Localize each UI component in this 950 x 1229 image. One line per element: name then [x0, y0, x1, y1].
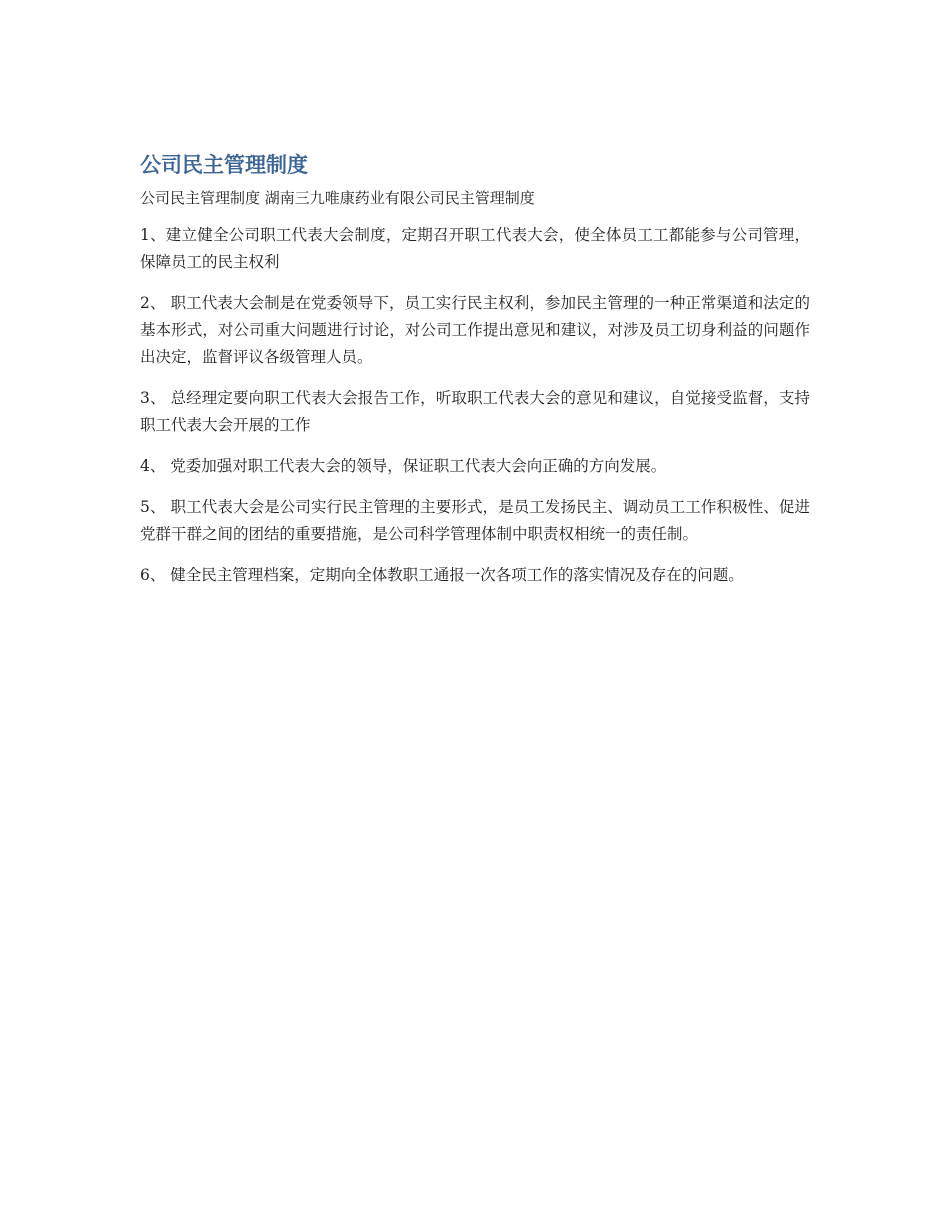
paragraph-3: 3、 总经理定要向职工代表大会报告工作，听取职工代表大会的意见和建议，自觉接受监督，支持职工代表大会开展的工作 — [140, 389, 810, 434]
paragraph-1: 1、建立健全公司职工代表大会制度，定期召开职工代表大会，使全体员工工都能参与公司管理，保障员工的民主权利 — [140, 226, 810, 271]
document-page — [140, 150, 810, 603]
document-subtitle: 公司民主管理制度 湖南三九唯康药业有限公司民主管理制度 — [140, 189, 535, 207]
document-title: 公司民主管理制度 — [140, 153, 308, 177]
paragraph-5: 5、 职工代表大会是公司实行民主管理的主要形式，是员工发扬民主、调动员工工作积极性、促进党群干群之间的团结的重要措施，是公司科学管理体制中职责权相统一的责任制。 — [140, 498, 810, 543]
paragraph-2: 2、 职工代表大会制是在党委领导下，员工实行民主权利，参加民主管理的一种正常渠道和法定的基本形式，对公司重大问题进行讨论，对公司工作提出意见和建议，对涉及员工切身利益的问题作出决定，监督评议各级管理人员。 — [140, 294, 810, 366]
paragraph-4: 4、 党委加强对职工代表大会的领导，保证职工代表大会向正确的方向发展。 — [140, 457, 667, 475]
paragraph-6: 6、 健全民主管理档案，定期向全体教职工通报一次各项工作的落实情况及存在的问题。 — [140, 566, 744, 584]
